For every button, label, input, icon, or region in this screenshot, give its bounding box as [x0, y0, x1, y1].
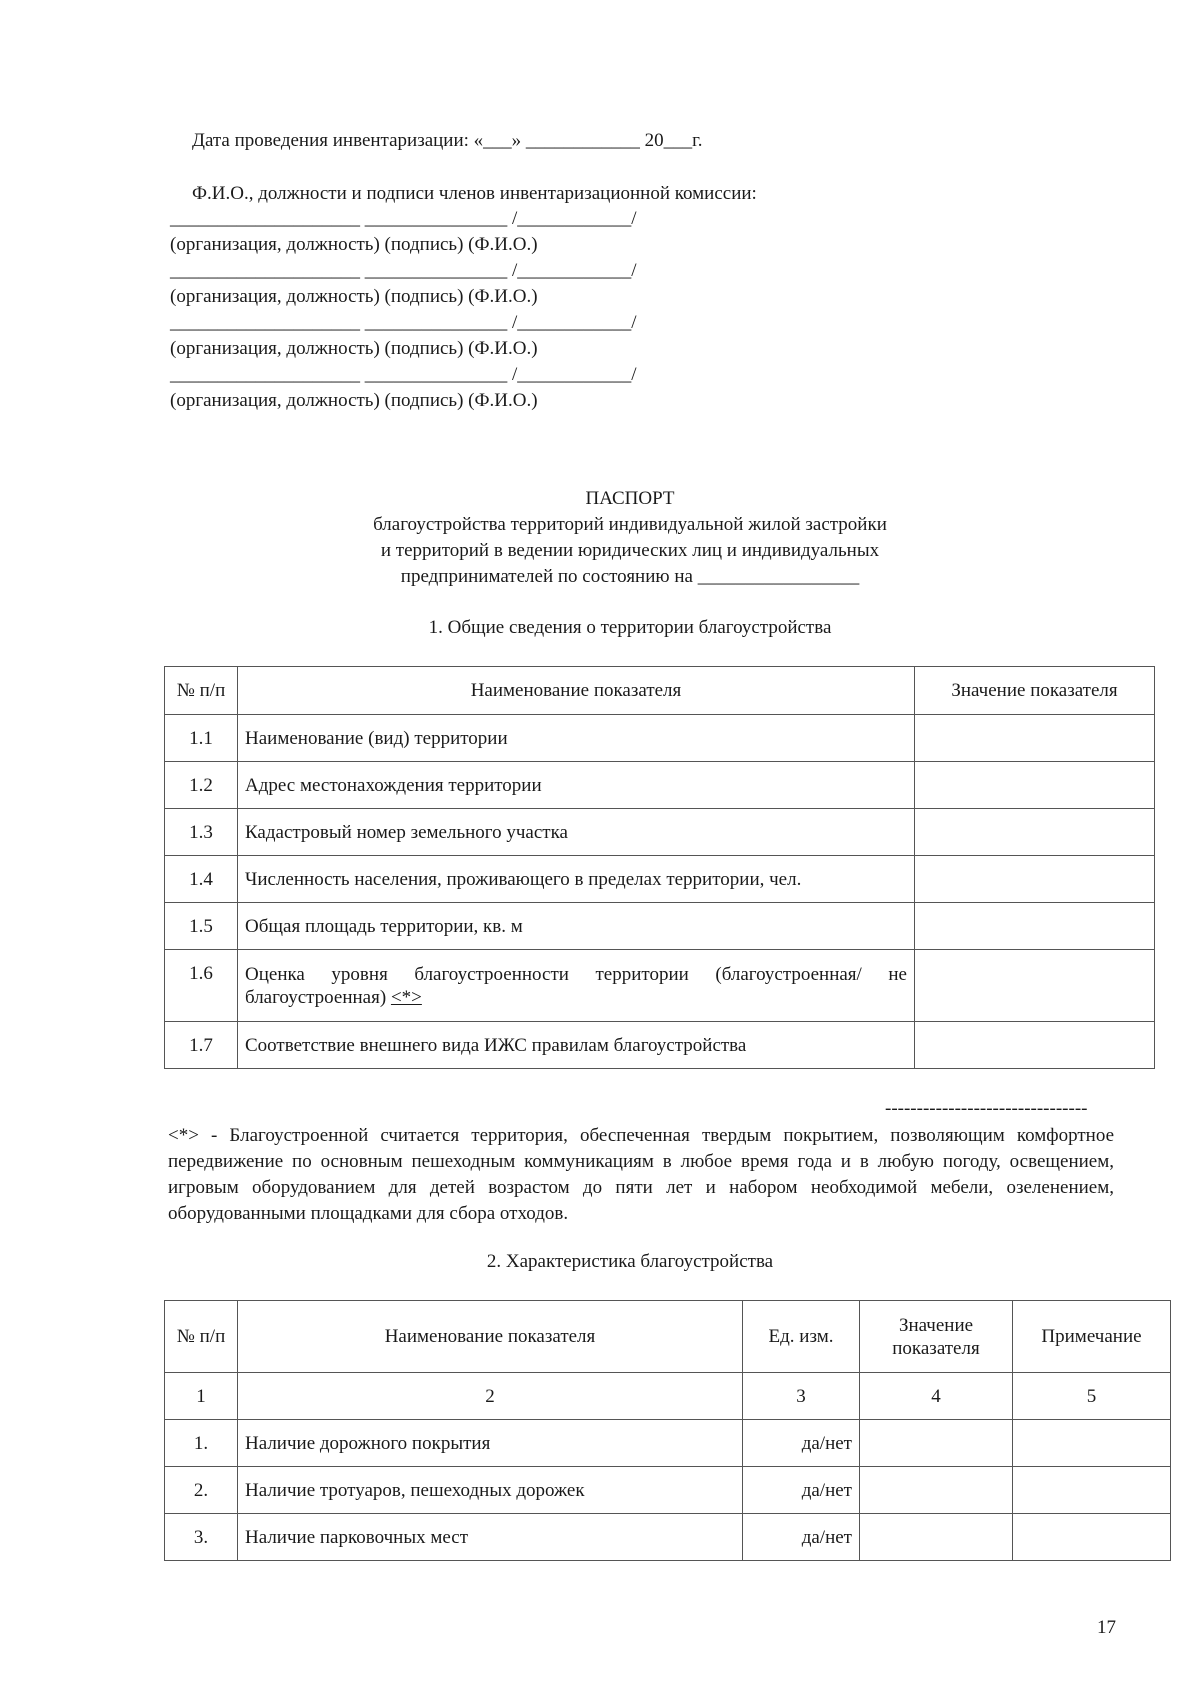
signature-blank-line: ____________________ _______________ /____________/ [170, 312, 637, 333]
row-number: 3. [165, 1514, 238, 1561]
indicator-name: Соответствие внешнего вида ИЖС правилам благоустройства [238, 1022, 915, 1069]
indicator-value [915, 856, 1155, 903]
indicator-value [915, 903, 1155, 950]
table-row [165, 950, 1155, 1022]
column-header: Наименование показателя [238, 1301, 743, 1373]
indicator-value [915, 950, 1155, 1022]
column-header: № п/п [165, 667, 238, 715]
row-number: 1.4 [165, 856, 238, 903]
indicator-name-cell [238, 950, 915, 1022]
note [1013, 1514, 1171, 1561]
passport-subtitle-line2: и территорий в ведении юридических лиц и индивидуальных [380, 540, 880, 561]
indicator-value [915, 1022, 1155, 1069]
row-number: 2. [165, 1467, 238, 1514]
table-row [165, 903, 1155, 950]
column-number: 2 [238, 1373, 743, 1420]
column-header: Ед. изм. [743, 1301, 860, 1373]
indicator-name: Численность населения, проживающего в пределах территории, чел. [238, 856, 915, 903]
footnote-text: <*> - Благоустроенной считается территория, обеспеченная твердым покрытием, позволяющим комфортное передвижение по основным пешеходным коммуникациям в любое время года и в любую погоду, освещением, игровым оборудованием для детей возрастом до пяти лет и набором необходимой мебели, озеленением, оборудованными площадками для сбора отходов. [168, 1125, 1114, 1224]
note [1013, 1467, 1171, 1514]
commission-members-line: Ф.И.О., должности и подписи членов инвентаризационной комиссии: [192, 183, 757, 204]
table-row [165, 1467, 1171, 1514]
passport-title: ПАСПОРТ [585, 488, 675, 509]
note [1013, 1420, 1171, 1467]
column-header: Значение показателя [915, 667, 1155, 715]
footnote-separator: -------------------------------- [885, 1098, 1088, 1119]
signature-caption: (организация, должность) (подпись) (Ф.И.О.) [170, 286, 538, 307]
indicator-name: Общая площадь территории, кв. м [238, 903, 915, 950]
indicator-value [915, 809, 1155, 856]
signature-caption: (организация, должность) (подпись) (Ф.И.О.) [170, 234, 538, 255]
table-row [165, 1022, 1155, 1069]
indicator-name: Наличие тротуаров, пешеходных дорожек [238, 1467, 743, 1514]
unit-of-measure: да/нет [743, 1514, 860, 1561]
inventory-date-line: Дата проведения инвентаризации: «___» ____________ 20___г. [192, 130, 703, 151]
page-number: 17 [1097, 1617, 1116, 1638]
indicator-name: Наличие дорожного покрытия [238, 1420, 743, 1467]
table-row [165, 809, 1155, 856]
signature-caption: (организация, должность) (подпись) (Ф.И.О.) [170, 390, 538, 411]
section2-title: 2. Характеристика благоустройства [486, 1251, 774, 1272]
table-row [165, 1514, 1171, 1561]
passport-subtitle-line3: предпринимателей по состоянию на _________________ [400, 566, 860, 587]
indicator-name: Кадастровый номер земельного участка [238, 809, 915, 856]
row-number: 1.2 [165, 762, 238, 809]
row-number: 1.6 [165, 950, 238, 1022]
indicator-name: Наименование (вид) территории [238, 715, 915, 762]
footnote-reference: <*> [390, 986, 422, 1008]
general-info-table [164, 666, 1155, 1069]
column-number-row [165, 1373, 1171, 1420]
column-number: 5 [1013, 1373, 1171, 1420]
passport-subtitle-line1: благоустройства территорий индивидуальной жилой застройки [373, 514, 887, 535]
signature-blank-line: ____________________ _______________ /____________/ [170, 260, 637, 281]
table-header-row [165, 667, 1155, 715]
unit-of-measure: да/нет [743, 1420, 860, 1467]
column-number: 4 [860, 1373, 1013, 1420]
row-number: 1.7 [165, 1022, 238, 1069]
indicator-value [915, 715, 1155, 762]
signature-blank-line: ____________________ _______________ /____________/ [170, 364, 637, 385]
indicator-value [915, 762, 1155, 809]
row-number: 1.3 [165, 809, 238, 856]
row-number: 1.1 [165, 715, 238, 762]
indicator-name: Наличие парковочных мест [238, 1514, 743, 1561]
table-row [165, 1420, 1171, 1467]
indicator-name: Оценка уровня благоустроенности территории (благоустроенная/ не благоустроенная) [245, 963, 907, 1008]
signature-blank-line: ____________________ _______________ /____________/ [170, 208, 637, 229]
signature-caption: (организация, должность) (подпись) (Ф.И.О.) [170, 338, 538, 359]
column-header: № п/п [165, 1301, 238, 1373]
table-row [165, 715, 1155, 762]
row-number: 1.5 [165, 903, 238, 950]
row-number: 1. [165, 1420, 238, 1467]
column-header: Примечание [1013, 1301, 1171, 1373]
section1-title: 1. Общие сведения о территории благоустройства [428, 617, 832, 638]
indicator-name: Адрес местонахождения территории [238, 762, 915, 809]
indicator-value [860, 1514, 1013, 1561]
table-row [165, 762, 1155, 809]
table-header-row [165, 1301, 1171, 1373]
table-row [165, 856, 1155, 903]
indicator-value [860, 1467, 1013, 1514]
indicator-value [860, 1420, 1013, 1467]
column-number: 3 [743, 1373, 860, 1420]
column-header: Значение показателя [860, 1301, 1013, 1373]
column-header: Наименование показателя [238, 667, 915, 715]
column-number: 1 [165, 1373, 238, 1420]
unit-of-measure: да/нет [743, 1467, 860, 1514]
characteristics-table [164, 1300, 1171, 1561]
